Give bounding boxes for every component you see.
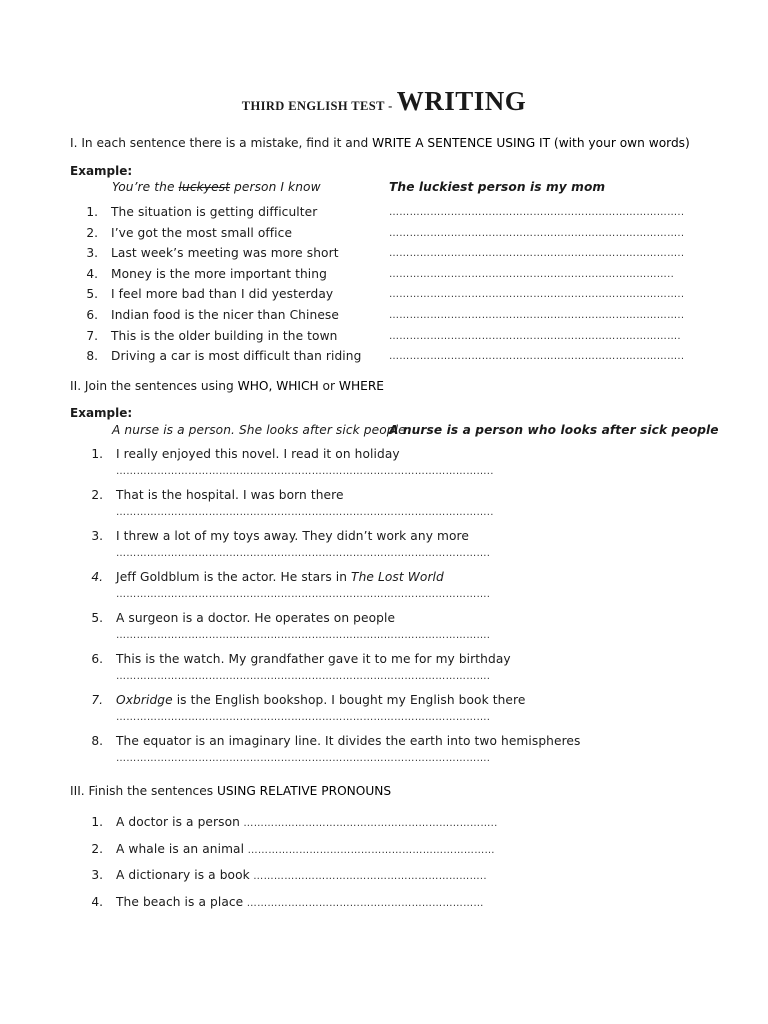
item-number: 2. bbox=[91, 841, 103, 856]
answer-line: ………………………………………………………………………………………………. bbox=[116, 589, 491, 600]
answer-line: ……………………………………………………………….. bbox=[239, 818, 498, 829]
section2-heading-or: or bbox=[318, 379, 339, 393]
answer-line: ……………………………………………………………………………………………….. bbox=[116, 466, 494, 477]
section2-example-label: Example: bbox=[70, 406, 133, 420]
item-sentence-italic: Oxbridge bbox=[116, 693, 173, 707]
example-pre: You’re the bbox=[112, 180, 179, 194]
section2-heading-caps2: WHERE bbox=[338, 379, 384, 393]
item-sentence: The equator is an imaginary line. It divides the earth into two hemispheres bbox=[116, 734, 581, 748]
item-sentence: Money is the more important thing bbox=[111, 266, 327, 281]
item-sentence: I threw a lot of my toys away. They didn’t work any more bbox=[116, 529, 469, 543]
section1-heading bbox=[70, 136, 690, 150]
item-sentence bbox=[116, 693, 525, 707]
item-sentence: I’ve got the most small office bbox=[111, 225, 293, 240]
item-number: 1. bbox=[91, 447, 103, 461]
example-post: person I know bbox=[230, 180, 321, 194]
item-sentence: Last week’s meeting was more short bbox=[111, 246, 339, 261]
example-struck-word: luckyest bbox=[178, 180, 231, 194]
answer-line: ………………………………………………………………………….. bbox=[389, 207, 685, 218]
section1-heading-text: I. In each sentence there is a mistake, find it and bbox=[70, 136, 373, 150]
section1-example-label: Example: bbox=[70, 164, 133, 178]
answer-line: ……………………………………………………………………………………………….. bbox=[116, 507, 494, 518]
item-sentence: Indian food is the nicer than Chinese bbox=[111, 308, 339, 322]
item-sentence-text: The beach is a place bbox=[116, 894, 244, 909]
item-number: 1. bbox=[86, 205, 98, 219]
item-sentence-italic: The Lost World bbox=[351, 570, 444, 584]
section2-heading-caps1: WHO, WHICH bbox=[237, 379, 319, 393]
answer-line: ………………………………………………………………………….. bbox=[389, 351, 685, 363]
item-number: 4. bbox=[91, 894, 103, 909]
item-sentence: This is the watch. My grandfather gave it to me for my birthday bbox=[116, 652, 511, 666]
item-number: 8. bbox=[86, 349, 98, 364]
answer-line: ………………………………………………………………………………………………. bbox=[116, 630, 491, 641]
answer-line: ………………………………………………………………………………………………. bbox=[116, 712, 491, 723]
item-sentence: That is the hospital. I was born there bbox=[116, 488, 344, 502]
answer-line: ………………………………………………………………………….. bbox=[389, 289, 685, 301]
answer-line: ………………………………………………………………………….. bbox=[389, 248, 685, 260]
item-sentence bbox=[116, 815, 498, 829]
answer-line: ………………………………………………………………………………………………. bbox=[116, 548, 491, 559]
section2-heading-text: II. Join the sentences using bbox=[70, 379, 238, 393]
title-small: THIRD ENGLISH TEST - bbox=[241, 99, 393, 113]
item-sentence bbox=[116, 570, 444, 584]
item-number: 7. bbox=[91, 693, 103, 707]
item-sentence: Driving a car is most difficult than riding bbox=[111, 349, 362, 364]
item-number: 8. bbox=[91, 734, 103, 748]
answer-line: ………………………………………………………………………………………………. bbox=[116, 753, 491, 764]
item-sentence: I feel more bad than I did yesterday bbox=[111, 287, 334, 302]
item-sentence bbox=[116, 868, 487, 882]
item-number: 4. bbox=[91, 570, 103, 584]
item-sentence: The situation is getting difficulter bbox=[111, 205, 318, 219]
answer-line: ………………………………………………………………………….. bbox=[389, 310, 685, 321]
answer-line: ……………………………………………………………………….. bbox=[389, 268, 675, 280]
answer-line: ……………………………………………………………… bbox=[244, 844, 495, 856]
item-sentence-text: A dictionary is a book bbox=[116, 868, 250, 882]
section1-heading-caps: WRITE A SENTENCE USING IT (with your own words) bbox=[372, 136, 690, 150]
answer-line: …………………………………………………………… bbox=[243, 897, 484, 909]
section3-heading bbox=[70, 784, 391, 798]
answer-line: ………………………………………………………………………………………………. bbox=[116, 671, 491, 682]
item-number: 2. bbox=[91, 488, 103, 502]
item-number: 3. bbox=[91, 868, 103, 882]
item-sentence-part: is the English bookshop. I bought my English book there bbox=[172, 693, 526, 707]
item-number: 3. bbox=[86, 246, 98, 261]
title-big: WRITING bbox=[396, 86, 527, 116]
item-number: 6. bbox=[91, 652, 103, 666]
item-number: 1. bbox=[91, 815, 103, 829]
item-sentence bbox=[116, 842, 495, 856]
item-number: 6. bbox=[86, 308, 98, 322]
item-number: 2. bbox=[86, 225, 98, 240]
item-sentence-part: Jeff Goldblum is the actor. He stars in bbox=[116, 570, 352, 584]
section3-heading-text: III. Finish the sentences bbox=[70, 784, 217, 798]
item-number: 5. bbox=[91, 611, 103, 625]
item-number: 7. bbox=[86, 328, 98, 343]
item-sentence: A surgeon is a doctor. He operates on people bbox=[116, 611, 396, 625]
page-title bbox=[0, 86, 768, 117]
section3-heading-caps: USING RELATIVE PRONOUNS bbox=[216, 784, 392, 798]
item-sentence: I really enjoyed this novel. I read it on holiday bbox=[116, 447, 400, 461]
item-number: 5. bbox=[86, 287, 98, 302]
item-number: 4. bbox=[86, 266, 98, 281]
section1-example-answer: The luckiest person is my mom bbox=[389, 180, 606, 194]
answer-line: ………………………………………………………….. bbox=[249, 871, 487, 882]
item-number: 3. bbox=[91, 529, 103, 543]
answer-line: ………………………………………………………………………….. bbox=[389, 227, 685, 239]
section2-heading bbox=[70, 379, 384, 393]
answer-line: …………………………………………………………………………. bbox=[389, 330, 681, 342]
section2-example-answer: A nurse is a person who looks after sick people bbox=[389, 423, 719, 437]
item-sentence bbox=[116, 895, 484, 909]
item-sentence: This is the older building in the town bbox=[111, 328, 338, 343]
section2-example-question: A nurse is a person. She looks after sick people bbox=[112, 423, 406, 437]
item-sentence-text: A doctor is a person bbox=[116, 815, 240, 829]
item-sentence-text: A whale is an animal bbox=[116, 841, 245, 856]
section1-example-sentence bbox=[112, 180, 321, 194]
